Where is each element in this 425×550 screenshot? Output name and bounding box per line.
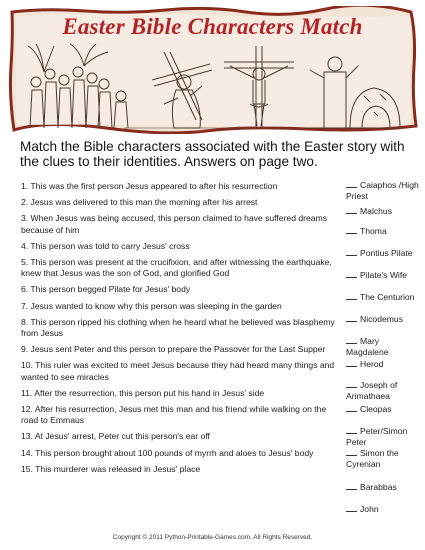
clue-item: 8. This person ripped his clothing when he heard what he believed was blasphemy from Jesus: [21, 316, 335, 339]
answer-label: Thoma: [360, 226, 387, 236]
answer-item: [346, 180, 420, 201]
answer-blank[interactable]: [346, 270, 357, 278]
answer-item: [346, 380, 420, 401]
clue-list: [21, 181, 341, 480]
answer-item: [346, 426, 420, 447]
answer-blank[interactable]: [346, 504, 357, 512]
answer-item: [346, 206, 420, 217]
answer-item: [346, 359, 420, 370]
answer-item: [346, 404, 420, 415]
answer-label: Mary Magdalene: [346, 336, 389, 357]
answer-label: Peter/Simon Peter: [346, 426, 408, 447]
answer-label: Nicodemus: [360, 314, 403, 324]
clue-item: 14. This person brought about 100 pounds of myrrh and aloes to Jesus' body: [21, 447, 314, 458]
answer-blank[interactable]: [346, 206, 357, 214]
clue-item: 1. This was the first person Jesus appeared to after his resurrection: [21, 181, 278, 191]
answer-blank[interactable]: [346, 426, 357, 434]
answer-item: [346, 482, 420, 493]
title-banner: [6, 6, 419, 134]
answer-blank[interactable]: [346, 448, 357, 456]
answer-blank[interactable]: [346, 248, 357, 256]
clue-item: 6. This person begged Pilate for Jesus' body: [21, 284, 191, 295]
clue-item: 9. Jesus sent Peter and this person to prepare the Passover for the Last Supper: [21, 344, 326, 355]
answer-label: The Centurion: [360, 292, 415, 302]
answer-item: [346, 504, 420, 515]
answer-label: Cleopas: [360, 404, 392, 414]
answer-label: Caiaphos /High Priest: [346, 180, 419, 201]
answer-label: John: [360, 504, 379, 514]
clue-item: 12. After his resurrection, Jesus met this man and his friend while walking on the road to Emmaus: [21, 404, 327, 426]
clue-item: 2. Jesus was delivered to this man the morning after his arrest: [21, 197, 258, 208]
answer-item: [346, 292, 420, 303]
answer-item: [346, 448, 420, 469]
answer-label: Joseph of Arimathaea: [346, 380, 398, 401]
answer-blank[interactable]: [346, 359, 357, 367]
answer-blank[interactable]: [346, 336, 357, 344]
answer-item: [346, 336, 420, 357]
clue-item: 13. At Jesus' arrest, Peter cut this person's ear off: [21, 431, 210, 442]
answer-label: Pilate's Wife: [360, 270, 408, 280]
page-title: Easter Bible Characters Match: [62, 14, 363, 39]
answer-blank[interactable]: [346, 482, 357, 490]
answer-blank[interactable]: [346, 292, 357, 300]
clue-item: 11. After the resurrection, this person put his hand in Jesus' side: [21, 387, 265, 398]
clue-item: 10. This ruler was excited to meet Jesus because they had heard many things and wanted to see miracles: [21, 360, 335, 382]
answer-blank[interactable]: [346, 404, 357, 412]
answer-blank[interactable]: [346, 180, 357, 188]
answer-label: Malchus: [360, 206, 392, 216]
answer-item: [346, 270, 420, 281]
answer-label: Barabbas: [360, 482, 397, 492]
instructions-text: Match the Bible characters associated with the Easter story with the clues to their identities. Answers on page two.: [20, 139, 405, 169]
clue-item: 3. When Jesus was being accused, this person claimed to have suffered dreams because of him: [21, 213, 328, 235]
answer-item: [346, 314, 420, 325]
answer-item: [346, 226, 420, 237]
clue-item: 5. This person was present at the crucifixion, and after witnessing the earthquake, knew that Jesus was the son of God, and glorified God: [21, 257, 332, 279]
answer-label: Pontius Pilate: [360, 248, 413, 258]
easter-illustration: [24, 42, 404, 130]
clue-item: 7. Jesus wanted to know why this person was sleeping in the garden: [21, 300, 282, 311]
answer-blank[interactable]: [346, 314, 357, 322]
copyright-footer: Copyright © 2011 Python-Printable-Games.com. All Rights Reserved.: [112, 534, 313, 541]
answer-label: Herod: [360, 359, 384, 369]
answer-item: [346, 248, 420, 259]
clue-item: 15. This murderer was released in Jesus' place: [21, 463, 201, 474]
answer-blank[interactable]: [346, 380, 357, 388]
clue-item: 4. This person was told to carry Jesus' cross: [21, 240, 190, 251]
answer-blank[interactable]: [346, 226, 357, 234]
answer-label: Simon the Cyrenian: [346, 448, 399, 469]
